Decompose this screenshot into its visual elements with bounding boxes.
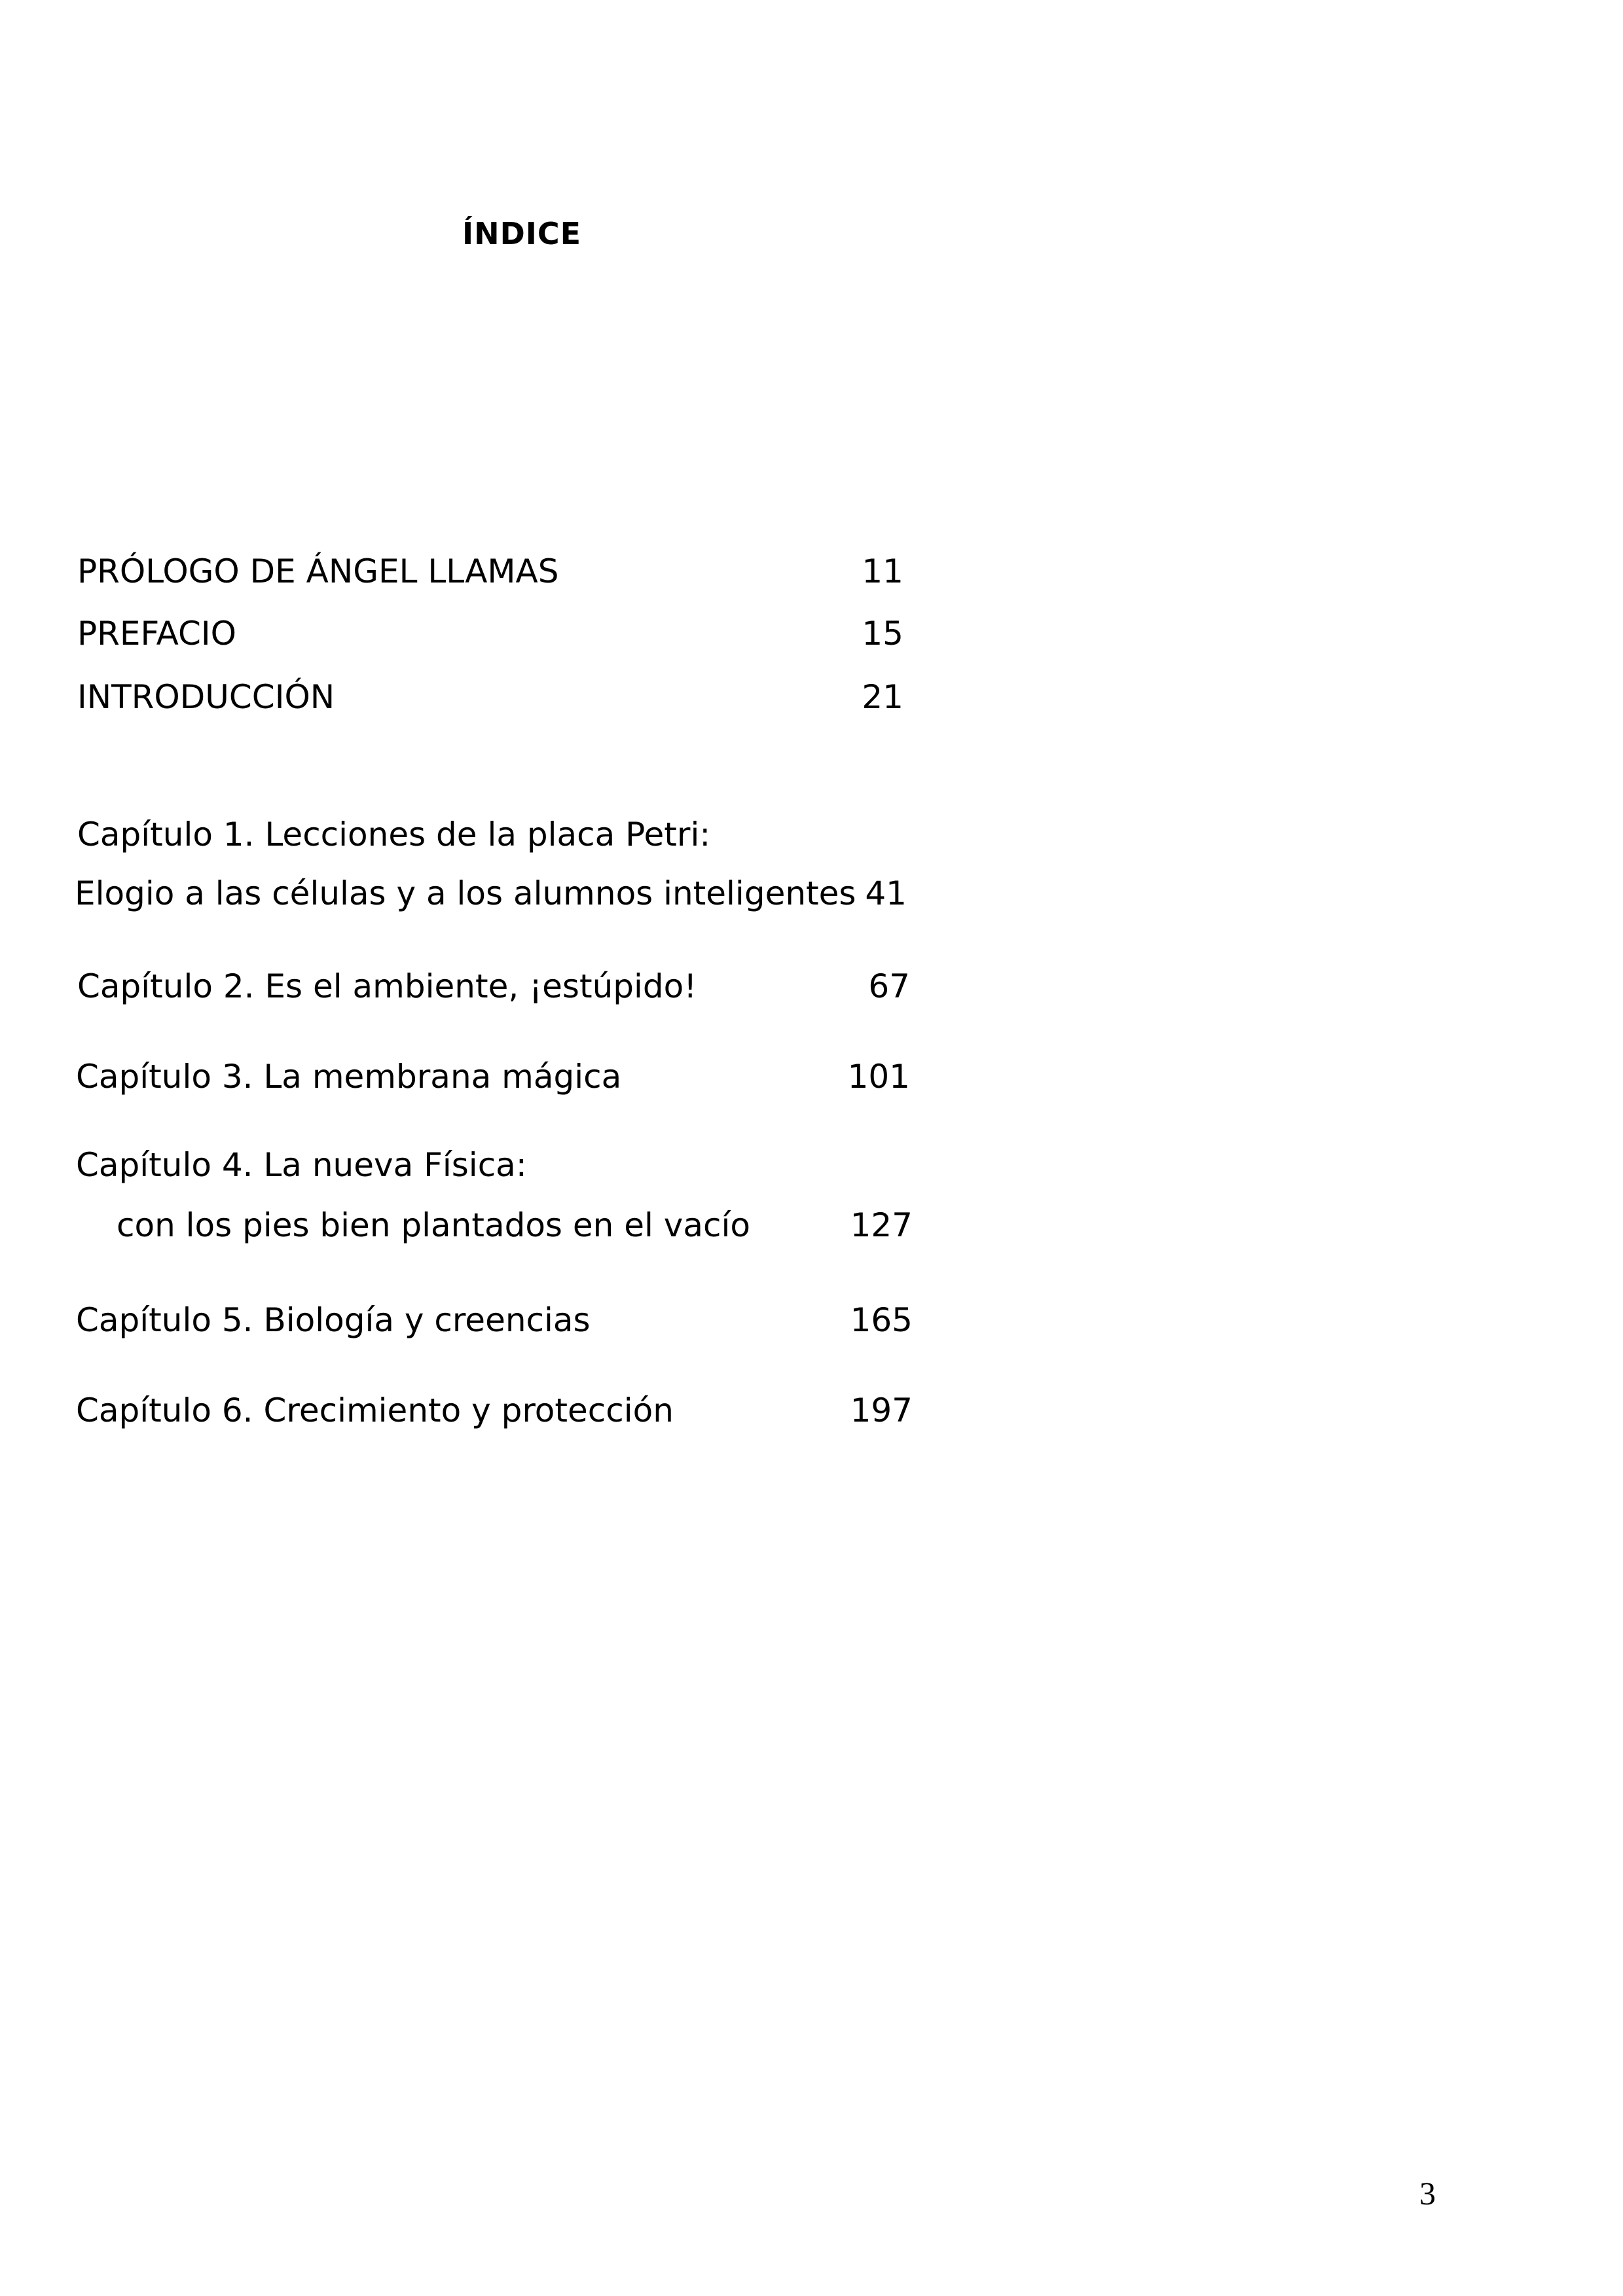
toc-entry-title: Capítulo 6. Crecimiento y protección xyxy=(76,1391,674,1429)
toc-entry-page: 165 xyxy=(850,1301,913,1339)
toc-entry-page: 21 xyxy=(862,678,903,716)
toc-entry-subtitle: Elogio a las células y a los alumnos inteligentes xyxy=(75,874,856,912)
toc-entry-title: Capítulo 4. La nueva Física: xyxy=(76,1146,527,1184)
toc-entry-title: PREFACIO xyxy=(77,615,236,653)
toc-entry-subtitle: con los pies bien plantados en el vacío xyxy=(117,1206,750,1244)
toc-entry-title: INTRODUCCIÓN xyxy=(77,678,335,716)
page-number: 3 xyxy=(1419,2175,1436,2212)
toc-entry-page: 197 xyxy=(850,1391,913,1429)
toc-entry-title: Capítulo 5. Biología y creencias xyxy=(76,1301,591,1339)
toc-entry-title: Capítulo 2. Es el ambiente, ¡estúpido! xyxy=(77,967,697,1005)
toc-entry-title: Capítulo 1. Lecciones de la placa Petri: xyxy=(77,816,711,853)
toc-heading: ÍNDICE xyxy=(462,216,582,251)
toc-entry-page: 11 xyxy=(862,552,903,590)
toc-entry-title: PRÓLOGO DE ÁNGEL LLAMAS xyxy=(77,552,559,590)
toc-entry-page: 67 xyxy=(868,967,910,1005)
toc-entry-page: 15 xyxy=(862,615,903,653)
toc-entry-title: Capítulo 3. La membrana mágica xyxy=(76,1058,622,1096)
toc-entry-page: 41 xyxy=(865,874,907,912)
toc-entry-page: 127 xyxy=(850,1206,913,1244)
toc-entry-page: 101 xyxy=(847,1058,910,1096)
